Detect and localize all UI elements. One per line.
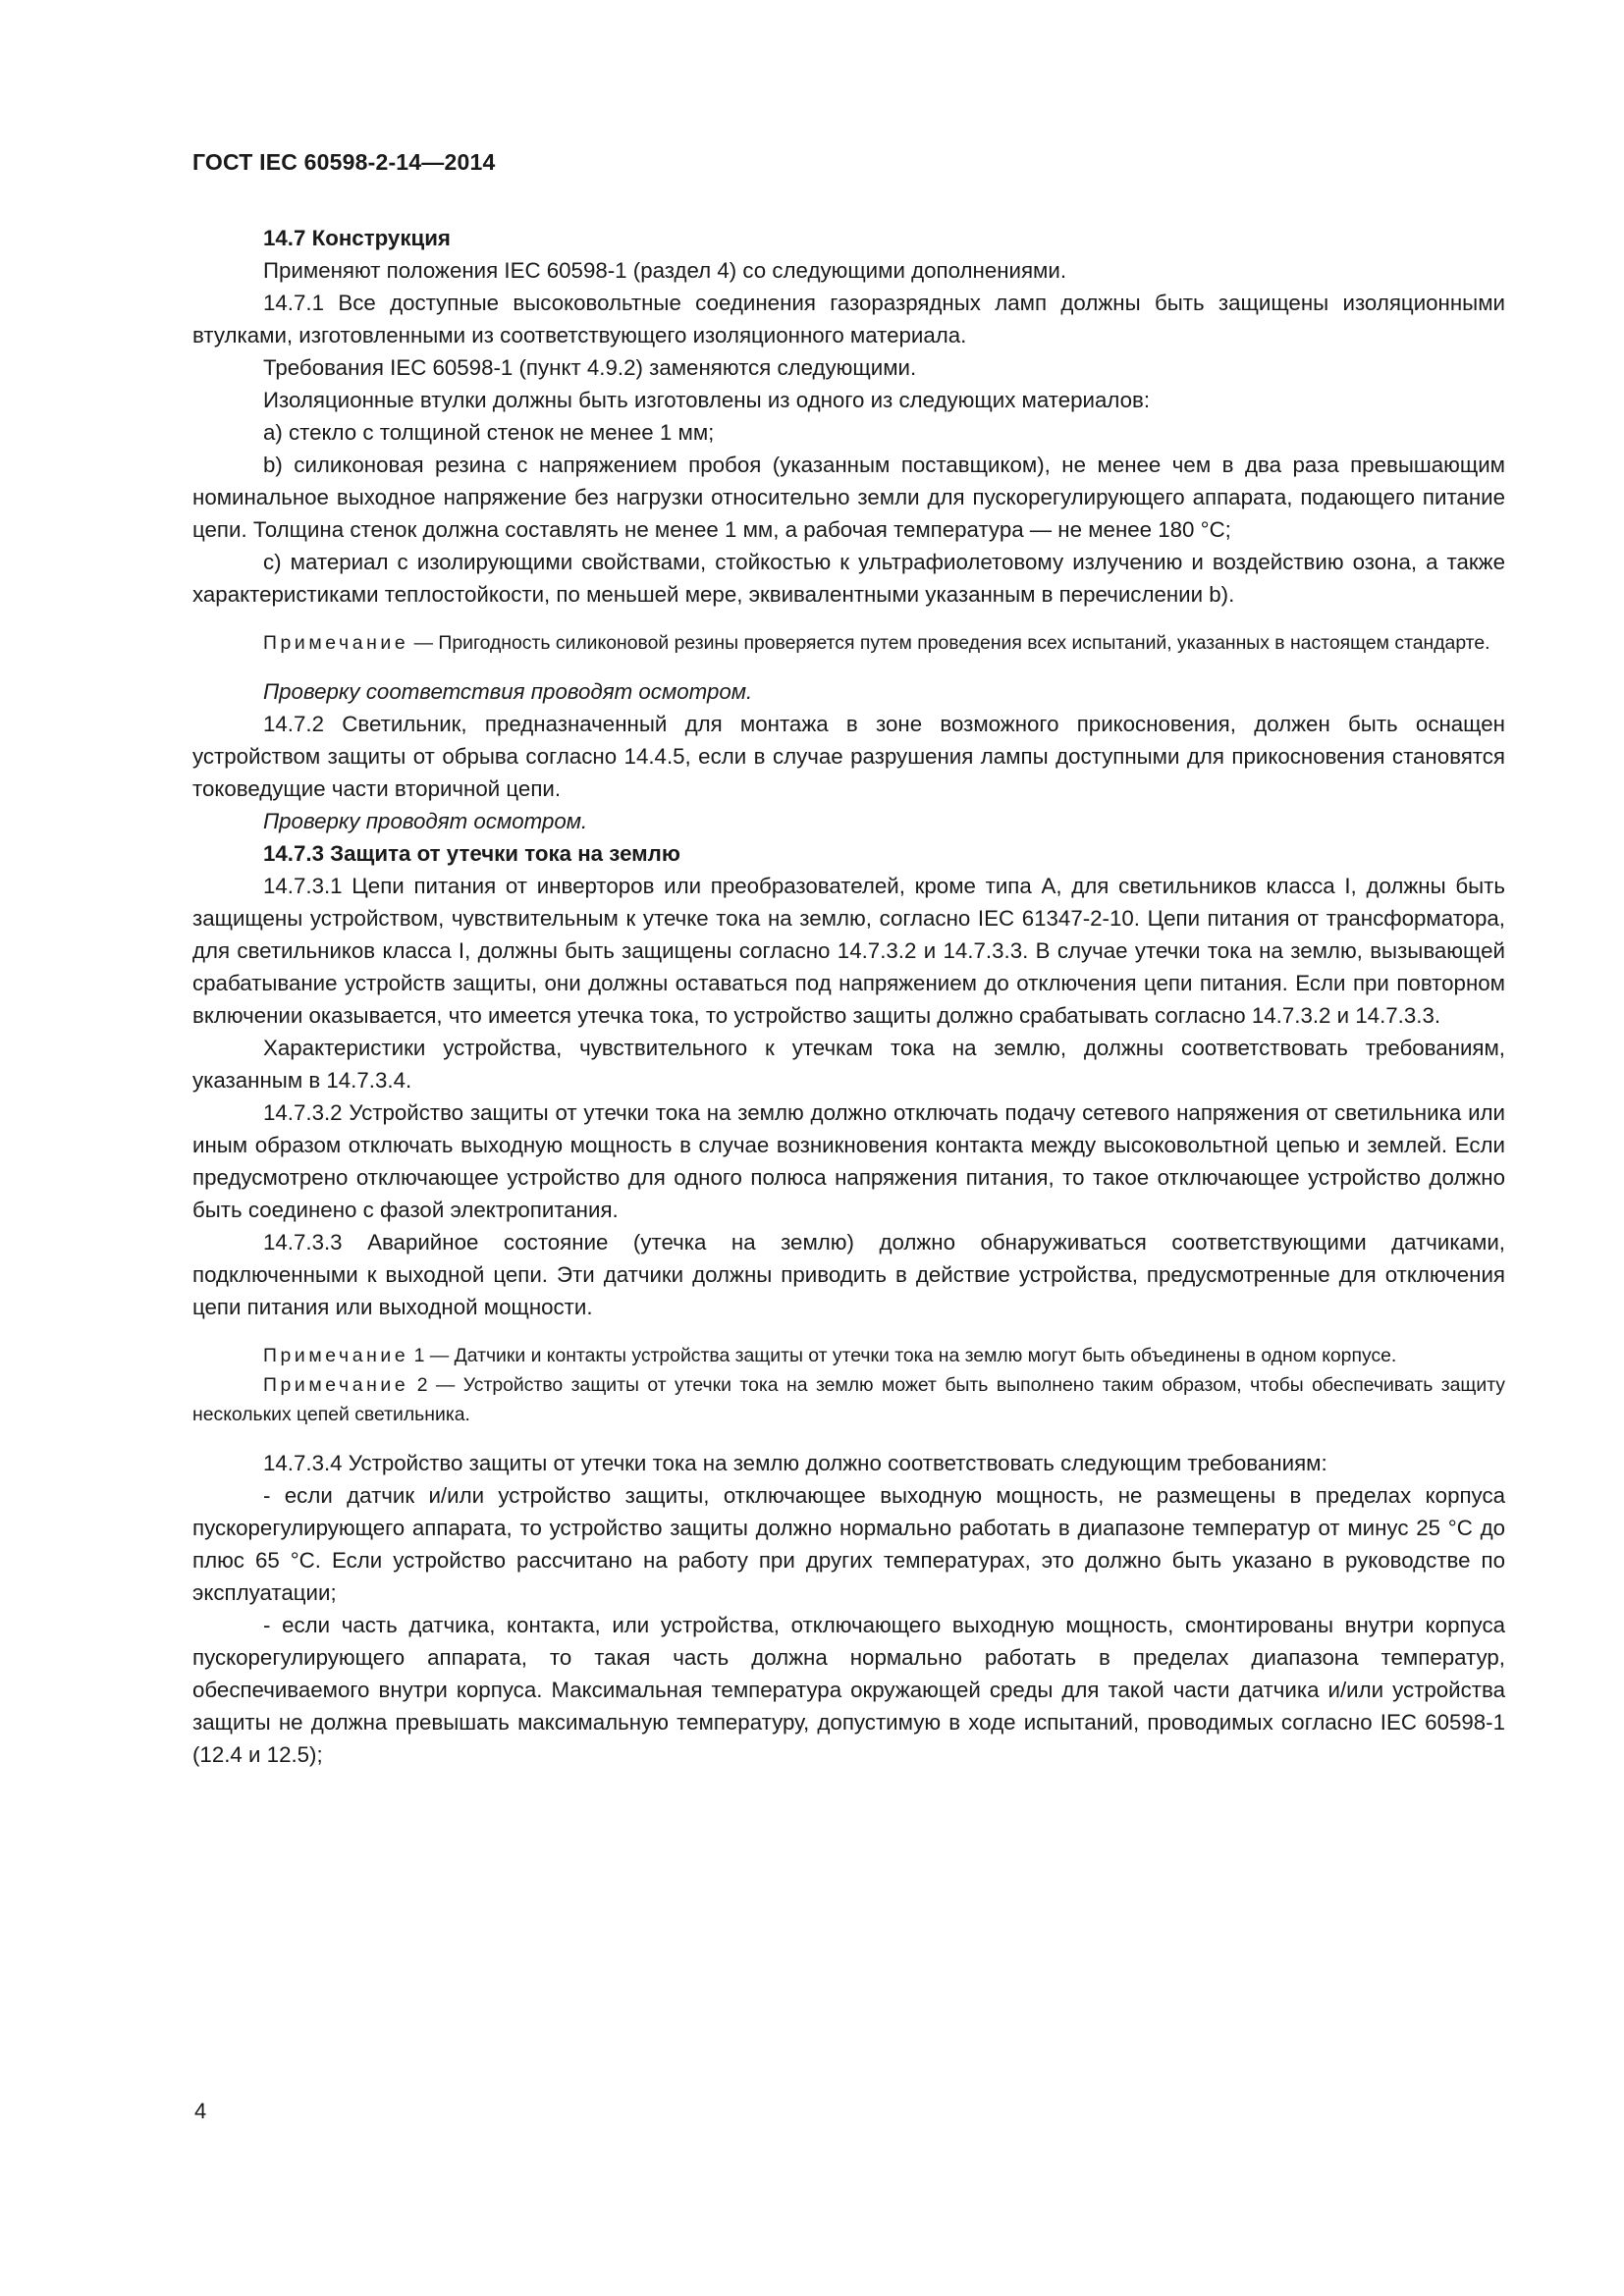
paragraph: 14.7.3.1 Цепи питания от инверторов или преобразователей, кроме типа А, для светильников класса I, должны быть защищены устройством, чувствительным к утечке тока на землю, согласно IEC 61347-2-10. Цепи питания от трансформатора, для светильников класса I, должны быть защищены согласно 14.7.3.2 и 14.7.3.3. В случае утечки тока на землю, вызывающей срабатывание устройств защиты, они должны оставаться под напряжением до отключения цепи питания. Если при повторном включении оказывается, что имеется утечка тока, то устройство защиты должно срабатывать согласно 14.7.3.2 и 14.7.3.3.: [192, 874, 1505, 1028]
paragraph: Применяют положения IEC 60598-1 (раздел 4) со следующими дополнениями.: [263, 258, 1067, 283]
note-text: 1 — Датчики и контакты устройства защиты от утечки тока на землю могут быть объединены в одном корпусе.: [413, 1345, 1397, 1366]
list-item: - если часть датчика, контакта, или устройства, отключающего выходную мощность, смонтированы внутри корпуса пускорегулирующего аппарата, то такая часть должна нормально работать в пределах диапазона температур, обеспечиваемого внутри корпуса. Максимальная температура окружающей среды для такой части датчика и/или устройства защиты не должна превышать максимальную температуру, допустимую в ходе испытаний, проводимых согласно IEC 60598-1 (12.4 и 12.5);: [192, 1613, 1505, 1767]
paragraph: 14.7.3.2 Устройство защиты от утечки тока на землю должно отключать подачу сетевого напряжения от светильника или иным образом отключать выходную мощность в случае возникновения контакта между высоковольтной цепью и землей. Если предусмотрено отключающее устройство для одного полюса напряжения питания, то такое отключающее устройство должно быть соединено с фазой электропитания.: [192, 1100, 1505, 1222]
paragraph: Изоляционные втулки должны быть изготовлены из одного из следующих материалов:: [263, 388, 1151, 412]
note-label: Примечание: [263, 1374, 409, 1396]
paragraph: 14.7.1 Все доступные высоковольтные соединения газоразрядных ламп должны быть защищены изоляционными втулками, изготовленными из соответствующего изоляционного материала.: [192, 291, 1505, 347]
note-text: — Пригодность силиконовой резины проверяется путем проведения всех испытаний, указанных в настоящем стандарте.: [413, 632, 1490, 654]
note: [192, 628, 1505, 658]
paragraph: Требования IEC 60598-1 (пункт 4.9.2) заменяются следующими.: [263, 355, 917, 380]
check-statement: Проверку соответствия проводят осмотром.: [263, 679, 753, 704]
section-heading-14-7: 14.7 Конструкция: [263, 226, 451, 250]
note-1: [192, 1341, 1505, 1370]
note-label: Примечание: [263, 1345, 409, 1366]
section-heading-14-7-3: 14.7.3 Защита от утечки тока на землю: [263, 841, 680, 866]
note-2: [192, 1370, 1505, 1429]
document-body: [192, 222, 1505, 1771]
list-item: - если датчик и/или устройство защиты, отключающее выходную мощность, не размещены в пределах корпуса пускорегулирующего аппарата, то устройство защиты должно нормально работать в диапазоне температур от минус 25 °С до плюс 65 °С. Если устройство рассчитано на работу при других температурах, это должно быть указано в руководстве по эксплуатации;: [192, 1483, 1505, 1605]
note-label: Примечание: [263, 632, 409, 654]
paragraph: Характеристики устройства, чувствительного к утечкам тока на землю, должны соответствовать требованиям, указанным в 14.7.3.4.: [192, 1036, 1505, 1093]
note-text: 2 — Устройство защиты от утечки тока на землю может быть выполнено таким образом, чтобы обеспечивать защиту нескольких цепей светильника.: [192, 1374, 1506, 1425]
check-statement: Проверку проводят осмотром.: [263, 809, 588, 833]
paragraph: 14.7.3.3 Аварийное состояние (утечка на землю) должно обнаруживаться соответствующими датчиками, подключенными к выходной цепи. Эти датчики должны приводить в действие устройства, предусмотренные для отключения цепи питания или выходной мощности.: [192, 1230, 1505, 1319]
page-number: 4: [194, 2099, 207, 2123]
list-item: c) материал с изолирующими свойствами, стойкостью к ультрафиолетовому излучению и воздействию озона, а также характеристиками теплостойкости, по меньшей мере, эквивалентными указанным в перечислении b).: [192, 550, 1505, 607]
document-header: ГОСТ IEC 60598-2-14—2014: [192, 149, 496, 175]
paragraph: 14.7.2 Светильник, предназначенный для монтажа в зоне возможного прикосновения, должен быть оснащен устройством защиты от обрыва согласно 14.4.5, если в случае разрушения лампы доступными для прикосновения становятся токоведущие части вторичной цепи.: [192, 712, 1505, 801]
paragraph: 14.7.3.4 Устройство защиты от утечки тока на землю должно соответствовать следующим требованиям:: [263, 1451, 1327, 1475]
list-item: b) силиконовая резина с напряжением пробоя (указанным поставщиком), не менее чем в два раза превышающим номинальное выходное напряжение без нагрузки относительно земли для пускорегулирующего аппарата, подающего питание цепи. Толщина стенок должна составлять не менее 1 мм, а рабочая температура — не менее 180 °С;: [192, 453, 1505, 542]
list-item: a) стекло с толщиной стенок не менее 1 мм;: [263, 420, 715, 445]
